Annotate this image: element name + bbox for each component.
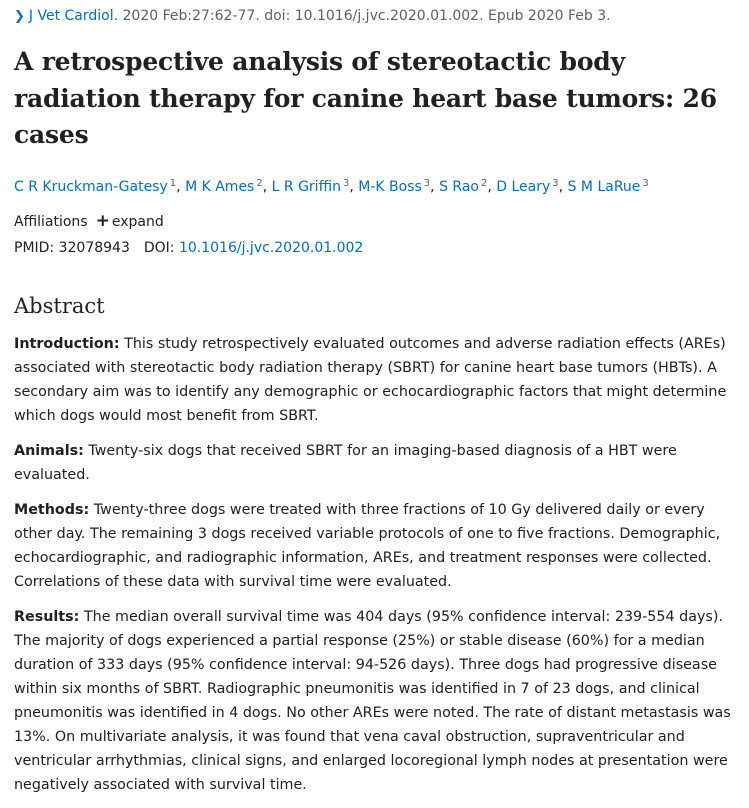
section-label: Animals: bbox=[14, 443, 84, 459]
section-text: Twenty-three dogs were treated with three fractions of 10 Gy delivered daily or every other day. The remaining 3 dogs received variable protocols of one to five fractions. Demographic, echocardiographic, and radiographic information, AREs, and treatment responses were collected. Correlations of these data with survival time were evaluated. bbox=[14, 502, 721, 590]
abstract-heading: Abstract bbox=[14, 294, 105, 318]
journal-link[interactable]: J Vet Cardiol. bbox=[28, 8, 119, 24]
affiliation-ref[interactable]: 3 bbox=[423, 178, 431, 189]
doi-label: DOI: bbox=[143, 240, 175, 256]
affiliation-ref[interactable]: 3 bbox=[642, 178, 649, 189]
author-link[interactable]: C R Kruckman-Gatesy bbox=[14, 179, 168, 195]
section-text: This study retrospectively evaluated outcomes and adverse radiation effects (AREs) associated with stereotactic body radiation therapy (SBRT) for canine heart base tumors (HBTs). A secondary aim was to identify any demographic or echocardiographic factors that might determine which dogs would most benefit from SBRT. bbox=[14, 336, 727, 424]
section-text: The median overall survival time was 404 days (95% confidence interval: 239-554 days). The majority of dogs experienced a partial response (25%) or stable disease (60%) for a median duration of 333 days (95% confidence interval: 94-526 days). Three dogs had progressive disease within six months of SBRT. Radiographic pneumonitis was identified in 7 of 23 dogs, and clinical pneumonitis was identified in 4 dogs. No other AREs were noted. The rate of distant metastasis was 13%. On multivariate analysis, it was found that vena caval obstruction, supraventricular and ventricular arrhythmias, clinical signs, and enlarged locoregional lymph nodes at presentation were negatively associated with survival time. bbox=[14, 609, 731, 793]
citation-line bbox=[14, 6, 611, 27]
article-title: A retrospective analysis of stereotactic body radiation therapy for canine heart base tumors: 26 cases bbox=[14, 47, 717, 149]
affiliations-toggle[interactable] bbox=[14, 211, 164, 232]
chevron-right-icon[interactable]: ❯ bbox=[14, 9, 25, 24]
expand-label: expand bbox=[111, 214, 164, 230]
affiliation-ref[interactable]: 3 bbox=[552, 178, 559, 189]
abstract-section-methods bbox=[14, 498, 736, 594]
affiliation-ref[interactable]: 2 bbox=[480, 178, 488, 189]
authors-list: C R Kruckman-Gatesy $^1$, M K Ames $^2$, L R Griffin $^3$, M-K Boss $^3$, S Rao $^2$, D Leary $^3$, S M LaRue $^3$ bbox=[14, 178, 649, 195]
affiliation-ref[interactable]: 3 bbox=[342, 178, 350, 189]
citation-details: 2020 Feb:27:62-77. doi: 10.1016/j.jvc.2020.01.002. Epub 2020 Feb 3. bbox=[118, 8, 611, 24]
author-link[interactable]: L R Griffin bbox=[271, 179, 341, 195]
section-label: Methods: bbox=[14, 502, 90, 518]
pmid-label: PMID: bbox=[14, 240, 55, 256]
section-label: Results: bbox=[14, 609, 80, 625]
abstract-body bbox=[14, 332, 736, 808]
affiliations-label: Affiliations bbox=[14, 214, 88, 230]
identifiers bbox=[14, 238, 363, 258]
author-link[interactable]: M K Ames bbox=[185, 179, 255, 195]
author-link[interactable]: S M LaRue bbox=[567, 179, 641, 195]
affiliation-ref[interactable]: 1 bbox=[169, 178, 177, 189]
plus-icon: + bbox=[95, 211, 110, 231]
section-text: Twenty-six dogs that received SBRT for an imaging-based diagnosis of a HBT were evaluated. bbox=[14, 443, 677, 483]
abstract-section-animals bbox=[14, 439, 736, 487]
doi-link[interactable]: 10.1016/j.jvc.2020.01.002 bbox=[178, 240, 364, 256]
author-link[interactable]: S Rao bbox=[439, 179, 479, 195]
author-link[interactable]: D Leary bbox=[496, 179, 551, 195]
abstract-section-results bbox=[14, 605, 736, 797]
abstract-section-introduction bbox=[14, 332, 736, 428]
author-link[interactable]: M-K Boss bbox=[358, 179, 422, 195]
section-label: Introduction: bbox=[14, 336, 120, 352]
pmid-value: 32078943 bbox=[58, 240, 130, 256]
affiliation-ref[interactable]: 2 bbox=[256, 178, 263, 189]
